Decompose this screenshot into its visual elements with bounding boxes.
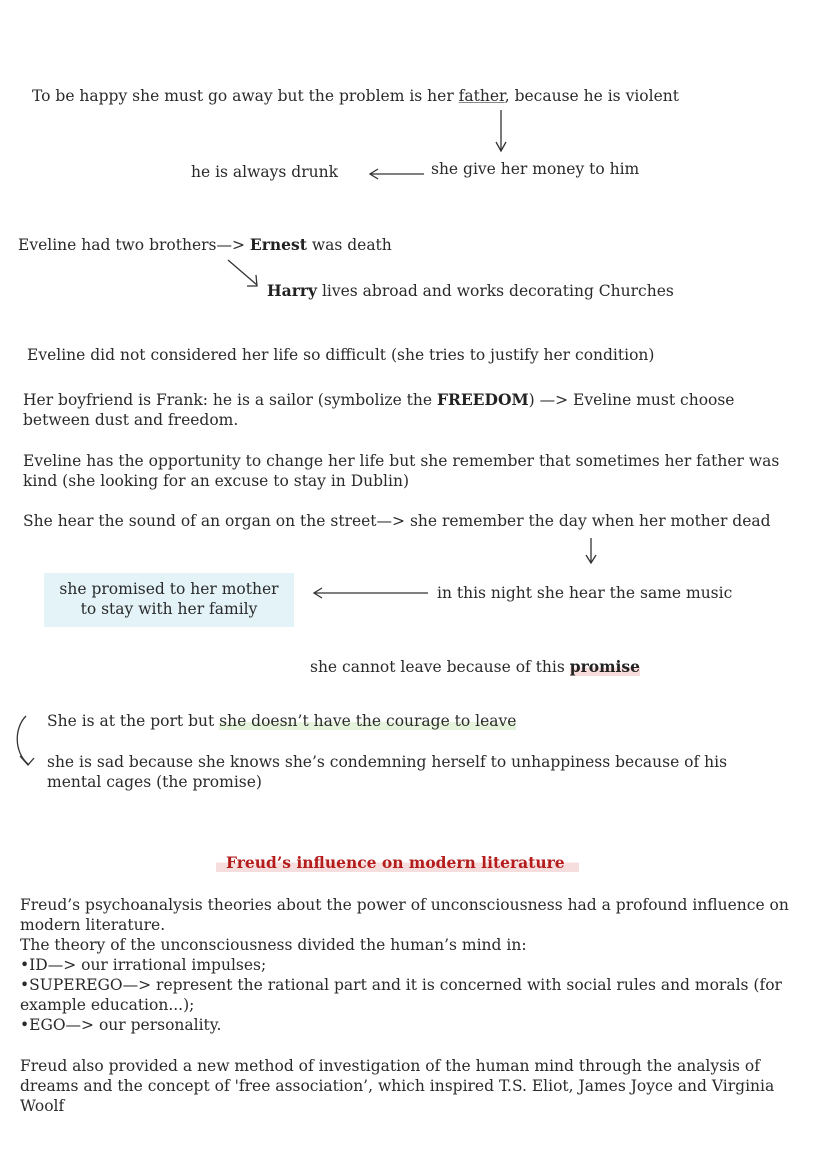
opportunity-paragraph: Eveline has the opportunity to change her life but she remember that sometimes her father was kind (she looking for an excuse to stay in Dublin) bbox=[23, 452, 780, 490]
promise-word: promise bbox=[569, 657, 640, 676]
violent-father-line: To be happy she must go away but the problem is her father, because he is violent bbox=[32, 87, 679, 105]
money-text: she give her money to him bbox=[431, 160, 640, 178]
organ-line: She hear the sound of an organ on the street—> she remember the day when her mother dead bbox=[23, 512, 771, 530]
courage-highlight: she doesn’t have the courage to leave bbox=[219, 712, 517, 730]
freud-heading: Freud’s influence on modern literature bbox=[216, 853, 579, 873]
cannot-leave-line: she cannot leave because of this promise bbox=[310, 657, 640, 676]
promise-box bbox=[44, 573, 294, 627]
down-arrow-icon bbox=[586, 538, 598, 566]
sad-paragraph: she is sad because she knows she’s condemning herself to unhappiness because of his mental cages (the promise) bbox=[47, 753, 728, 791]
curved-arrow-icon bbox=[14, 712, 44, 772]
diagonal-arrow-icon bbox=[226, 258, 262, 290]
left-arrow-icon bbox=[368, 168, 426, 180]
boyfriend-paragraph: Her boyfriend is Frank: he is a sailor (symbolize the FREEDOM) —> Eveline must choose between dust and freedom. bbox=[23, 390, 735, 429]
freud-paragraph-3: Freud also provided a new method of investigation of the human mind through the analysis of dreams and the concept of 'free association’, which inspired T.S. Eliot, James Joyce and Virginia Woolf bbox=[20, 1057, 775, 1115]
same-music-text: in this night she hear the same music bbox=[437, 584, 733, 602]
left-arrow-icon bbox=[312, 587, 430, 599]
harry-name: Harry bbox=[267, 281, 318, 300]
port-line: She is at the port but she doesn’t have the courage to leave bbox=[47, 712, 517, 730]
father-word: father bbox=[458, 87, 505, 105]
freud-paragraph-2: The theory of the unconsciousness divided the human’s mind in: bbox=[20, 936, 527, 954]
bullet-superego: •SUPEREGO—> represent the rational part and it is concerned with social rules and morals (for example education...); bbox=[20, 976, 782, 1014]
considered-line: Eveline did not considered her life so difficult (she tries to justify her condition) bbox=[27, 346, 655, 364]
bullet-id: •ID—> our irrational impulses; bbox=[20, 956, 267, 974]
drunk-text: he is always drunk bbox=[191, 163, 338, 181]
harry-line: Harry lives abroad and works decorating Churches bbox=[267, 281, 674, 300]
brothers-line: Eveline had two brothers—> Ernest was death bbox=[18, 235, 392, 254]
down-arrow-icon bbox=[496, 110, 508, 156]
promised-line-2: to stay with her family bbox=[80, 600, 258, 618]
freedom-word: FREEDOM bbox=[436, 390, 529, 409]
promised-line-1: she promised to her mother bbox=[59, 580, 279, 598]
bullet-ego: •EGO—> our personality. bbox=[20, 1016, 222, 1034]
freud-paragraph-1: Freud’s psychoanalysis theories about the power of unconsciousness had a profound influence on modern literature. bbox=[20, 896, 789, 934]
ernest-name: Ernest bbox=[249, 235, 307, 254]
